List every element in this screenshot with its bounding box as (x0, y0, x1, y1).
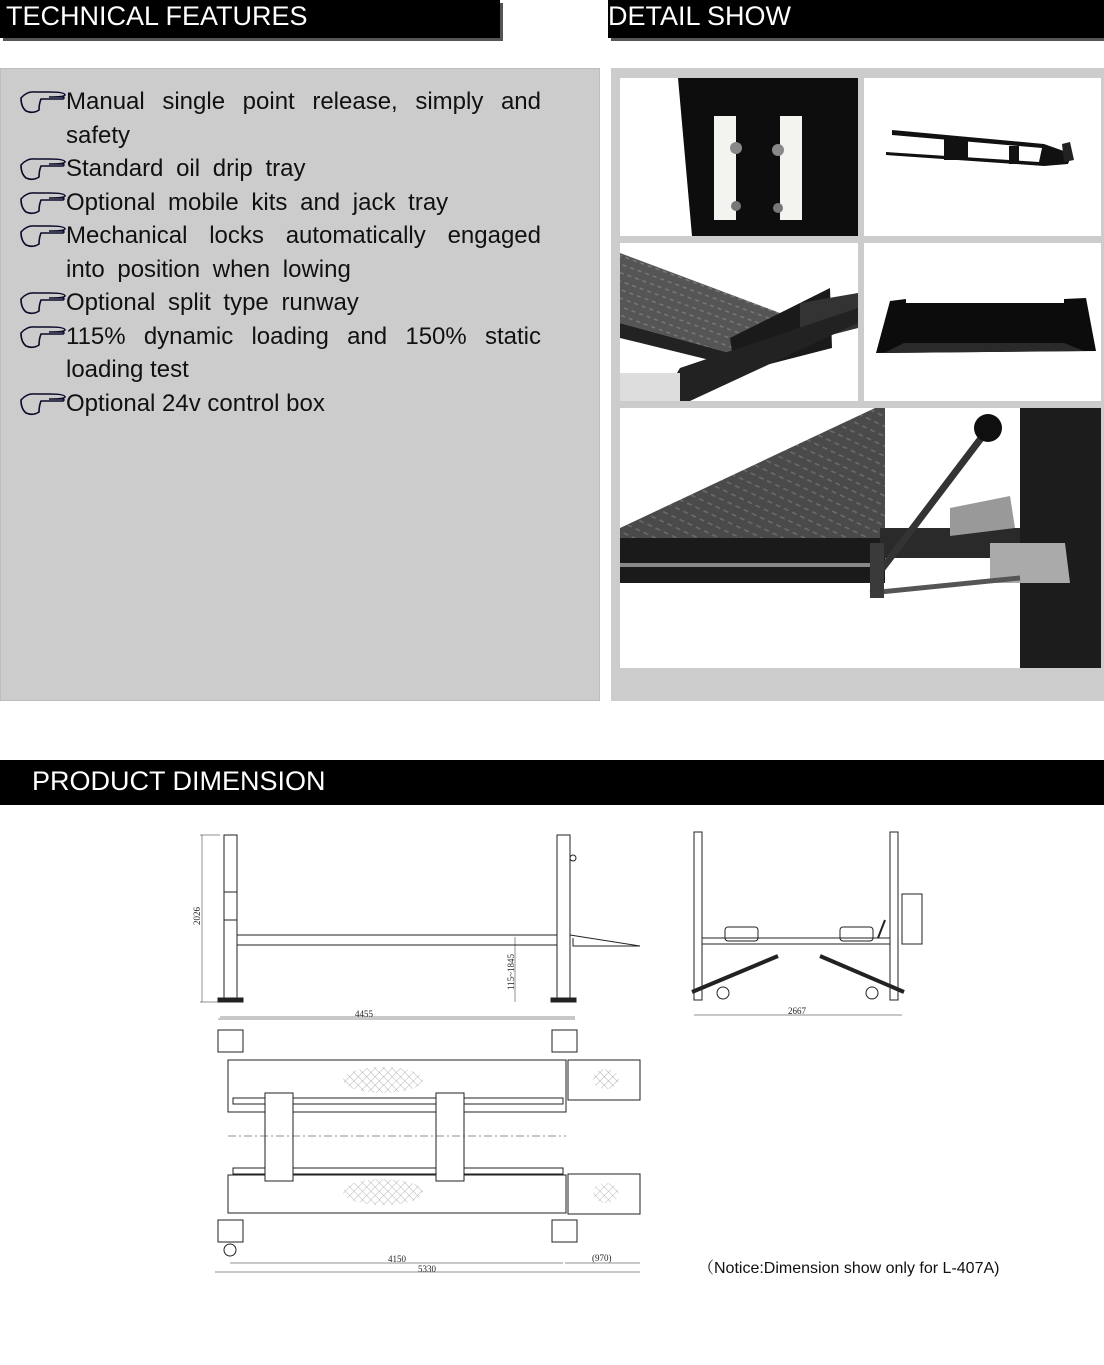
detail-photo-oil-drip-tray (864, 243, 1101, 401)
detail-photo-runway-ramp (620, 243, 858, 401)
pointing-hand-icon (19, 88, 67, 114)
side-view-drawing (180, 820, 660, 1020)
technical-features-title: TECHNICAL FEATURES (6, 1, 308, 31)
technical-features-panel (0, 68, 600, 701)
pointing-hand-icon (19, 323, 67, 349)
front-view-drawing (680, 820, 940, 1020)
product-dimension-header (0, 760, 1104, 805)
detail-photo-release-lever (620, 408, 1101, 668)
pointing-hand-icon (19, 289, 67, 315)
dimension-notice: （Notice:Dimension show only for L-407A) (698, 1260, 1000, 1277)
pointing-hand-icon (19, 222, 67, 248)
feature-item: Mechanical locks automatically engaged into position when lowing (19, 219, 541, 286)
width-label: 2667 (788, 1006, 806, 1016)
detail-show-title: DETAIL SHOW (608, 1, 792, 31)
feature-item: Optional 24v control box (19, 387, 541, 421)
detail-photo-post-lock (620, 78, 858, 236)
feature-item: Manual single point release, simply and safety (19, 85, 541, 152)
pointing-hand-icon (19, 155, 67, 181)
feature-item: Optional mobile kits and jack tray (19, 186, 541, 220)
feature-item: 115% dynamic loading and 150% static loading test (19, 320, 541, 387)
top-view-drawing (180, 1000, 660, 1290)
technical-features-header (0, 0, 500, 38)
ramp-length-label: (970) (592, 1253, 612, 1263)
height-label: 2026 (192, 907, 202, 925)
detail-show-header (608, 0, 1104, 38)
lift-range-label: 115~1845 (506, 953, 516, 990)
feature-list (19, 85, 541, 420)
post-distance-label: 4455 (355, 1009, 373, 1019)
pointing-hand-icon (19, 189, 67, 215)
detail-photo-jack-tray-frame (864, 78, 1101, 236)
runway-length-label: 4150 (388, 1254, 406, 1264)
product-dimension-title: PRODUCT DIMENSION (32, 766, 326, 796)
feature-item: Optional split type runway (19, 286, 541, 320)
overall-length-label: 5330 (418, 1264, 436, 1274)
feature-item: Standard oil drip tray (19, 152, 541, 186)
pointing-hand-icon (19, 390, 67, 416)
